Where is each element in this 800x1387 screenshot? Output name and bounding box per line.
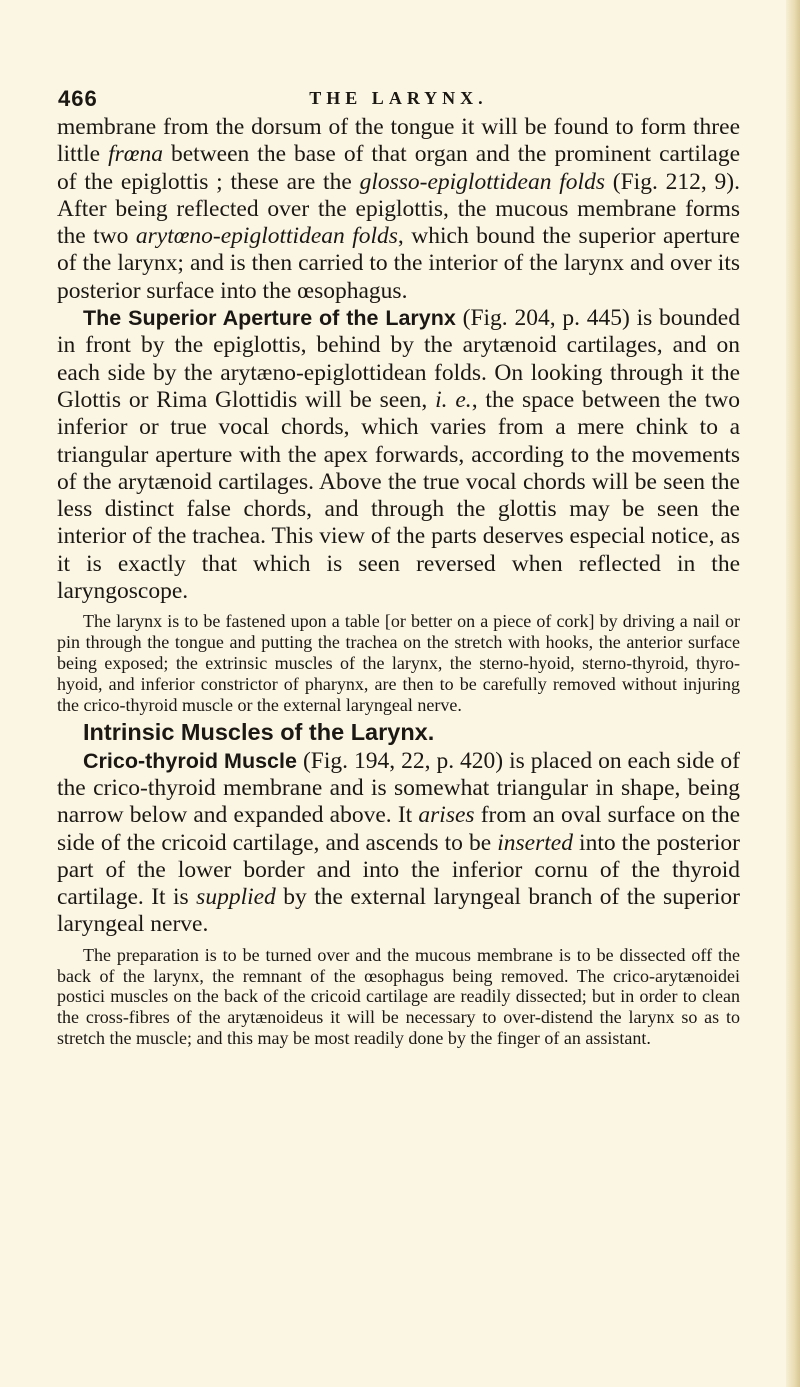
- text-run: , the space between the two inferior or true vocal chords, which varies from a mere chink to a triangular aperture with the apex forwards, according to the movements of the arytænoid cartilages. Above the true vocal chords will be seen the less distinct false chords, and through the glottis may be seen the interior of the trachea. This view of the parts deserves especial notice, as it is exactly that which is seen reversed when reflected in the laryngoscope.: [57, 386, 740, 605]
- text-run: membrane from the dorsum of the tongue it will be found to form three little: [57, 114, 740, 168]
- paragraph-mucous-membrane: [57, 114, 740, 305]
- page-number: 466: [58, 86, 98, 111]
- text-run: , which bound the superior aperture of the larynx; and is then carried to the interior of the larynx and over its posterior surface into the œsophagus.: [57, 223, 740, 304]
- text-run: by the external laryngeal branch of the superior laryngeal nerve.: [57, 884, 740, 938]
- paragraph-superior-aperture: [57, 305, 740, 605]
- text-run: from an oval surface on the side of the cricoid cartilage, and ascends to be: [57, 802, 741, 856]
- page-edge: [786, 0, 800, 1387]
- italic-term: frœna: [108, 141, 163, 168]
- running-title: THE LARYNX.: [309, 88, 488, 108]
- paragraph-crico-thyroid: [57, 748, 740, 939]
- italic-term: glosso-epiglottidean folds: [359, 168, 605, 195]
- paragraph-dissection-note-1: The larynx is to be fastened upon a table [or better on a piece of cork] by driving a nail or pin through the tongue and putting the trachea on the stretch with hooks, the anterior surface being exposed; the extrinsic muscles of the larynx, the sterno-hyoid, sterno-thyroid, thyro-hyoid, and inferior constrictor of pharynx, are then to be carefully removed without injuring the crico-thyroid muscle or the external laryngeal nerve.: [57, 611, 740, 715]
- text-run: (Fig. 204, p. 445) is bounded in front by the epiglottis, behind by the arytænoid cartilages, and on each side by the arytæno-epiglottidean folds. On looking through it the Glottis or Rima Glottidis will be seen,: [57, 305, 740, 413]
- italic-term: i. e.: [435, 386, 472, 413]
- italic-term: inserted: [497, 829, 573, 856]
- text-run: between the base of that organ and the prominent cartilage of the epiglottis ; these are the: [57, 141, 740, 195]
- paragraph-heading: Crico-thyroid Muscle: [83, 748, 297, 773]
- body-text: [57, 114, 740, 1049]
- text-run: (Fig. 212, 9). After being reflected over the epiglottis, the mucous membrane forms the two: [57, 168, 741, 250]
- paragraph-dissection-note-2: The preparation is to be turned over and the mucous membrane is to be dissected off the back of the larynx, the remnant of the œsophagus being removed. The crico-arytænoidei postici muscles on the back of the cricoid cartilage are readily dissected; but in order to clean the cross-fibres of the arytænoideus it will be necessary to over-distend the larynx so as to stretch the muscle; and this may be most readily done by the finger of an assistant.: [57, 944, 740, 1048]
- section-heading: [57, 719, 740, 747]
- italic-term: supplied: [196, 884, 276, 911]
- section-heading-text: Intrinsic Muscles of the Larynx.: [83, 719, 435, 746]
- italic-term: arytœno-epiglottidean folds: [135, 223, 398, 250]
- paragraph-heading: The Superior Aperture of the Larynx: [83, 306, 456, 331]
- text-run: (Fig. 194, 22, p. 420) is placed on each side of the crico-thyroid membrane and is somewhat triangular in shape, being narrow below and expanded above. It: [57, 747, 740, 829]
- text-run: into the posterior part of the lower border and into the inferior cornu of the thyroid cartilage. It is: [57, 829, 740, 911]
- italic-term: arises: [418, 802, 475, 829]
- running-header: [57, 86, 740, 116]
